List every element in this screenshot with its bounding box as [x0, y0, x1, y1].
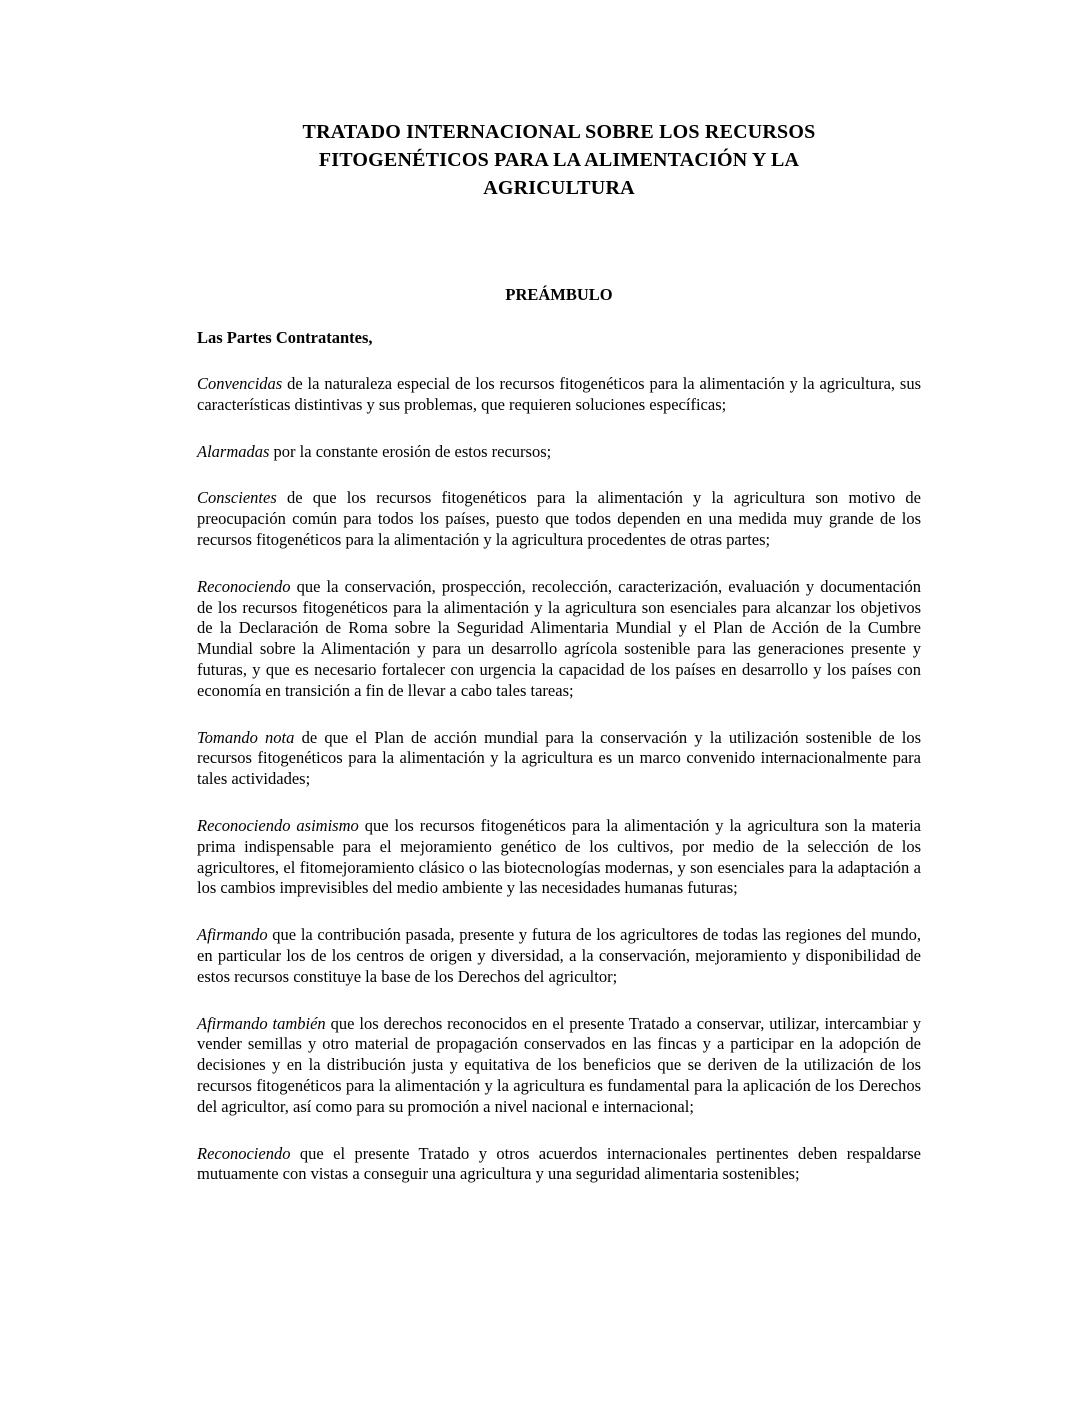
paragraph-text: por la constante erosión de estos recursos;	[273, 441, 552, 461]
paragraph-lead: Convencidas	[197, 374, 283, 393]
paragraph-lead: Alarmadas	[197, 441, 270, 461]
paragraph-text: que los derechos reconocidos en el presente Tratado a conservar, utilizar, intercambiar y vender semillas y otro material de propagación conservados en las fincas y a participar en la adopción de decisiones y en la distribución justa y equitativa de los beneficios que se deriven de la utilización de los recursos fitogenéticos para la alimentación y la agricultura es fundamental para la aplicación de los Derechos del agricultor, así como para su promoción a nivel nacional e internacional;	[197, 1013, 922, 1116]
preamble-paragraph	[197, 577, 921, 702]
paragraph-lead: Reconociendo	[197, 576, 291, 596]
preamble-paragraph	[197, 728, 921, 790]
paragraph-text: de que los recursos fitogenéticos para la alimentación y la agricultura son motivo de preocupación común para todos los países, puesto que todos dependen en una medida muy grande de los recursos fitogenéticos para la alimentación y la agricultura procedentes de otras partes;	[197, 488, 921, 549]
preamble-heading: PREÁMBULO	[505, 285, 613, 304]
preamble-paragraph	[197, 488, 921, 550]
paragraph-text: de que el Plan de acción mundial para la conservación y la utilización sostenible de los recursos fitogenéticos para la alimentación y la agricultura es un marco convenido internacionalmente para tales actividades;	[197, 727, 922, 789]
preamble-paragraph	[197, 925, 921, 987]
salutation: Las Partes Contratantes,	[197, 328, 373, 347]
paragraph-lead: Afirmando	[197, 925, 268, 945]
paragraph-text: de la naturaleza especial de los recursos fitogenéticos para la alimentación y la agricultura, sus características distintivas y sus problemas, que requieren soluciones específicas;	[197, 374, 922, 414]
paragraph-text: que el presente Tratado y otros acuerdos internacionales pertinentes deben respaldarse mutuamente con vistas a conseguir una agricultura y una seguridad alimentaria sostenibles;	[197, 1143, 921, 1184]
paragraph-lead: Reconociendo asimismo	[197, 815, 359, 835]
preamble-paragraph	[197, 816, 921, 899]
paragraph-lead: Reconociendo	[197, 1143, 291, 1163]
paragraph-lead: Conscientes	[197, 488, 277, 508]
document-title: TRATADO INTERNACIONAL SOBRE LOS RECURSOS FITOGENÉTICOS PARA LA ALIMENTACIÓN Y LA AGRICULTURA	[302, 121, 816, 199]
preamble-paragraph	[197, 374, 921, 416]
preamble-paragraph	[197, 1014, 921, 1118]
preamble-paragraph	[197, 1144, 921, 1186]
preamble-paragraph	[197, 442, 921, 463]
paragraph-lead: Afirmando también	[197, 1013, 326, 1033]
paragraph-text: que la conservación, prospección, recolección, caracterización, evaluación y documentación de los recursos fitogenéticos para la alimentación y la agricultura son esenciales para alcanzar los objetivos de la Declaración de Roma sobre la Seguridad Alimentaria Mundial y el Plan de Acción de la Cumbre Mundial sobre la Alimentación y para un desarrollo agrícola sostenible para las generaciones presente y futuras, y que es necesario fortalecer con urgencia la capacidad de los países en desarrollo y los países con economía en transición a fin de llevar a cabo tales tareas;	[197, 576, 922, 700]
paragraph-text: que la contribución pasada, presente y futura de los agricultores de todas las regiones del mundo, en particular los de los centros de origen y diversidad, a la conservación, mejoramiento y disponibilidad de estos recursos constituye la base de los Derechos del agricultor;	[197, 925, 922, 986]
paragraph-lead: Tomando nota	[197, 727, 295, 747]
paragraph-text: que los recursos fitogenéticos para la alimentación y la agricultura son la materia prima indispensable para el mejoramiento genético de los cultivos, por medio de la selección de los agricultores, el fitomejoramiento clásico o las biotecnologías modernas, y son esenciales para la adaptación a los cambios imprevisibles del medio ambiente y las necesidades humanas futuras;	[197, 815, 921, 898]
